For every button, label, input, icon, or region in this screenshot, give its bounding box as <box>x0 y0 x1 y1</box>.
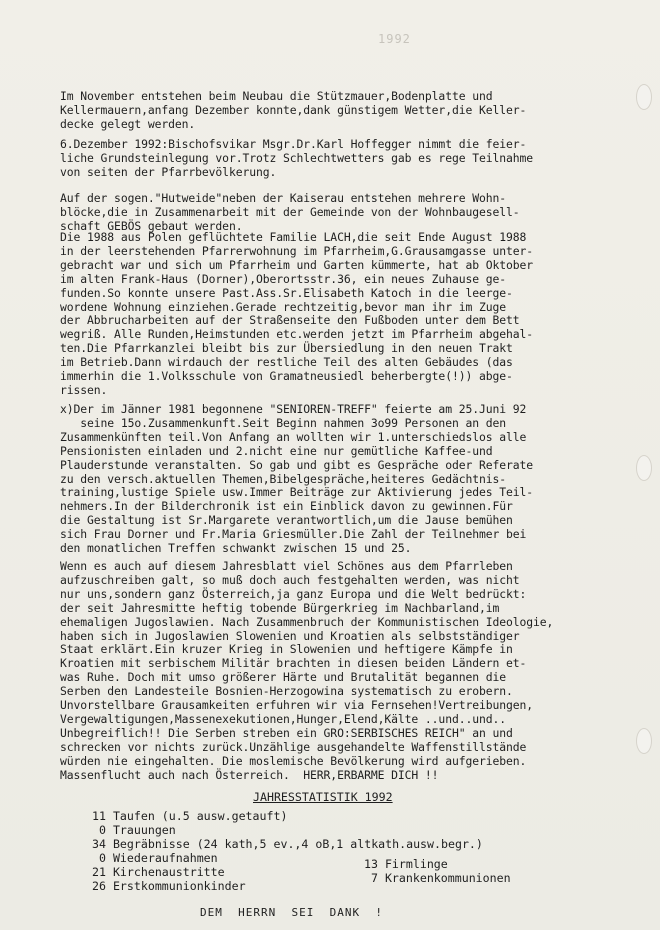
punch-hole <box>636 455 652 481</box>
punch-hole <box>636 728 652 754</box>
punch-hole <box>636 84 652 110</box>
paragraph: Im November entstehen beim Neubau die Stützmauer,Bodenplatte und Kellermauern,anfang Dezember konnte,dank günstigem Wetter,die Keller- decke gelegt werden. <box>60 89 527 131</box>
statistics-line: 11 Taufen (u.5 ausw.getauft) <box>92 809 288 823</box>
paragraph: x)Der im Jänner 1981 begonnene "SENIOREN-TREFF" feierte am 25.Juni 92 seine 15o.Zusammenkunft.Seit Beginn nahmen 3o99 Personen an den Zusammenkünften teil.Von Anfang an wollten wir 1.unterschiedslos alle Pensionisten einladen und 2.nicht eine nur gemütliche Kaffee-und Plauderstunde veranstalten. So gab und gibt es Gespräche oder Referate zu den versch.aktuellen Themen,Bibelgespräche,heiteres Gedächtnis- training,lustige Spiele usw.Immer Beiträge zur Aktivierung jedes Teil- nehmers.In der Bilderchronik ist ein Einblick davon zu gewinnen.Für die Gestaltung ist Sr.Margarete verantwortlich,um die Jause bemühen sich Frau Dorner und Fr.Maria Griesmüller.Die Zahl der Teilnehmer bei den monatlichen Treffen schwankt zwischen 15 und 25. <box>60 402 534 556</box>
statistics-line: 21 Kirchenaustritte <box>92 865 225 879</box>
statistics-line: 34 Begräbnisse (24 kath,5 ev.,4 oB,1 altkath.ausw.begr.) <box>92 837 483 851</box>
closing-line: DEM HERRN SEI DANK ! <box>200 906 383 919</box>
statistics-line: 26 Erstkommunionkinder <box>92 879 246 893</box>
paragraph: Auf der sogen."Hutweide"neben der Kaiserau entstehen mehrere Wohn- blöcke,die in Zusammenarbeit mit der Gemeinde von der Wohnbaugesell- schaft GEBÖS gebaut werden. <box>60 191 520 233</box>
paragraph: Die 1988 aus Polen geflüchtete Familie LACH,die seit Ende August 1988 in der leerstehenden Pfarrerwohnung im Pfarrheim,G.Grausamgasse unter- gebracht war und sich um Pfarrheim und Garten kümmerte, hat ab Oktober im alten Frank-Haus (Dorner),Oberortsstr.36, ein neues Zuhause ge- funden.So konnte unsere Past.Ass.Sr.Elisabeth Katoch in die leerge- wordene Wohnung einziehen.Gerade rechtzeitig,bevor man ihr im Zuge der Abbrucharbeiten auf der Straßenseite den Fußboden unter dem Bett wegriß. Alle Runden,Heimstunden etc.werden jetzt im Pfarrheim abgehal- ten.Die Pfarrkanzlei bleibt bis zur Übersiedlung in den neuen Trakt im Betrieb.Dann wirdauch der restliche Teil des alten Gebäudes (das immerhin die 1.Volksschule von Gramatneusiedl beherbergte(!)) abge- rissen. <box>60 230 534 397</box>
page-number: 1992 <box>378 32 411 46</box>
statistics-line: 0 Wiederaufnahmen <box>92 851 218 865</box>
statistics-line: 0 Trauungen <box>92 823 176 837</box>
paragraph: Wenn es auch auf diesem Jahresblatt viel Schönes aus dem Pfarrleben aufzuschreiben galt, so muß doch auch festgehalten werden, was nicht nur uns,sondern ganz Österreich,ja ganz Europa und die Welt bedrückt: der seit Jahresmitte heftig tobende Bürgerkrieg im Nachbarland,im ehemaligen Jugoslawien. Nach Zusammenbruch der Kommunistischen Ideologie, haben sich in Jugoslawien Slowenien und Kroatien als selbstständiger Staat erklärt.Ein kruzer Krieg in Slowenien und heftigere Kämpfe in Kroatien mit serbischem Militär brachten in diesen beiden Ländern et- was Ruhe. Doch mit umso größerer Härte und Brutalität begannen die Serben den Landesteile Bosnien-Herzogowina systematisch zu erobern. Unvorstellbare Grausamkeiten erfuhren wir via Fernsehen!Vertreibungen, Vergewaltigungen,Massenexekutionen,Hunger,Elend,Kälte ..und..und.. Unbegreiflich!! Die Serben streben ein GRO:SERBISCHES REICH" an und schrecken vor nichts zurück.Unzählige ausgehandelte Waffenstillstände würden nie eingehalten. Die moslemische Bevölkerung wird aufgerieben. Massenflucht auch nach Österreich. HERR,ERBARME DICH !! <box>60 559 554 782</box>
paragraph: 6.Dezember 1992:Bischofsvikar Msgr.Dr.Karl Hoffegger nimmt die feier- liche Grundsteinlegung vor.Trotz Schlechtwetters gab es rege Teilnahme von seiten der Pfarrbevölkerung. <box>60 137 534 179</box>
statistics-line: 7 Krankenkommunionen <box>364 871 511 885</box>
statistics-title: JAHRESSTATISTIK 1992 <box>253 790 393 804</box>
statistics-line: 13 Firmlinge <box>364 857 448 871</box>
